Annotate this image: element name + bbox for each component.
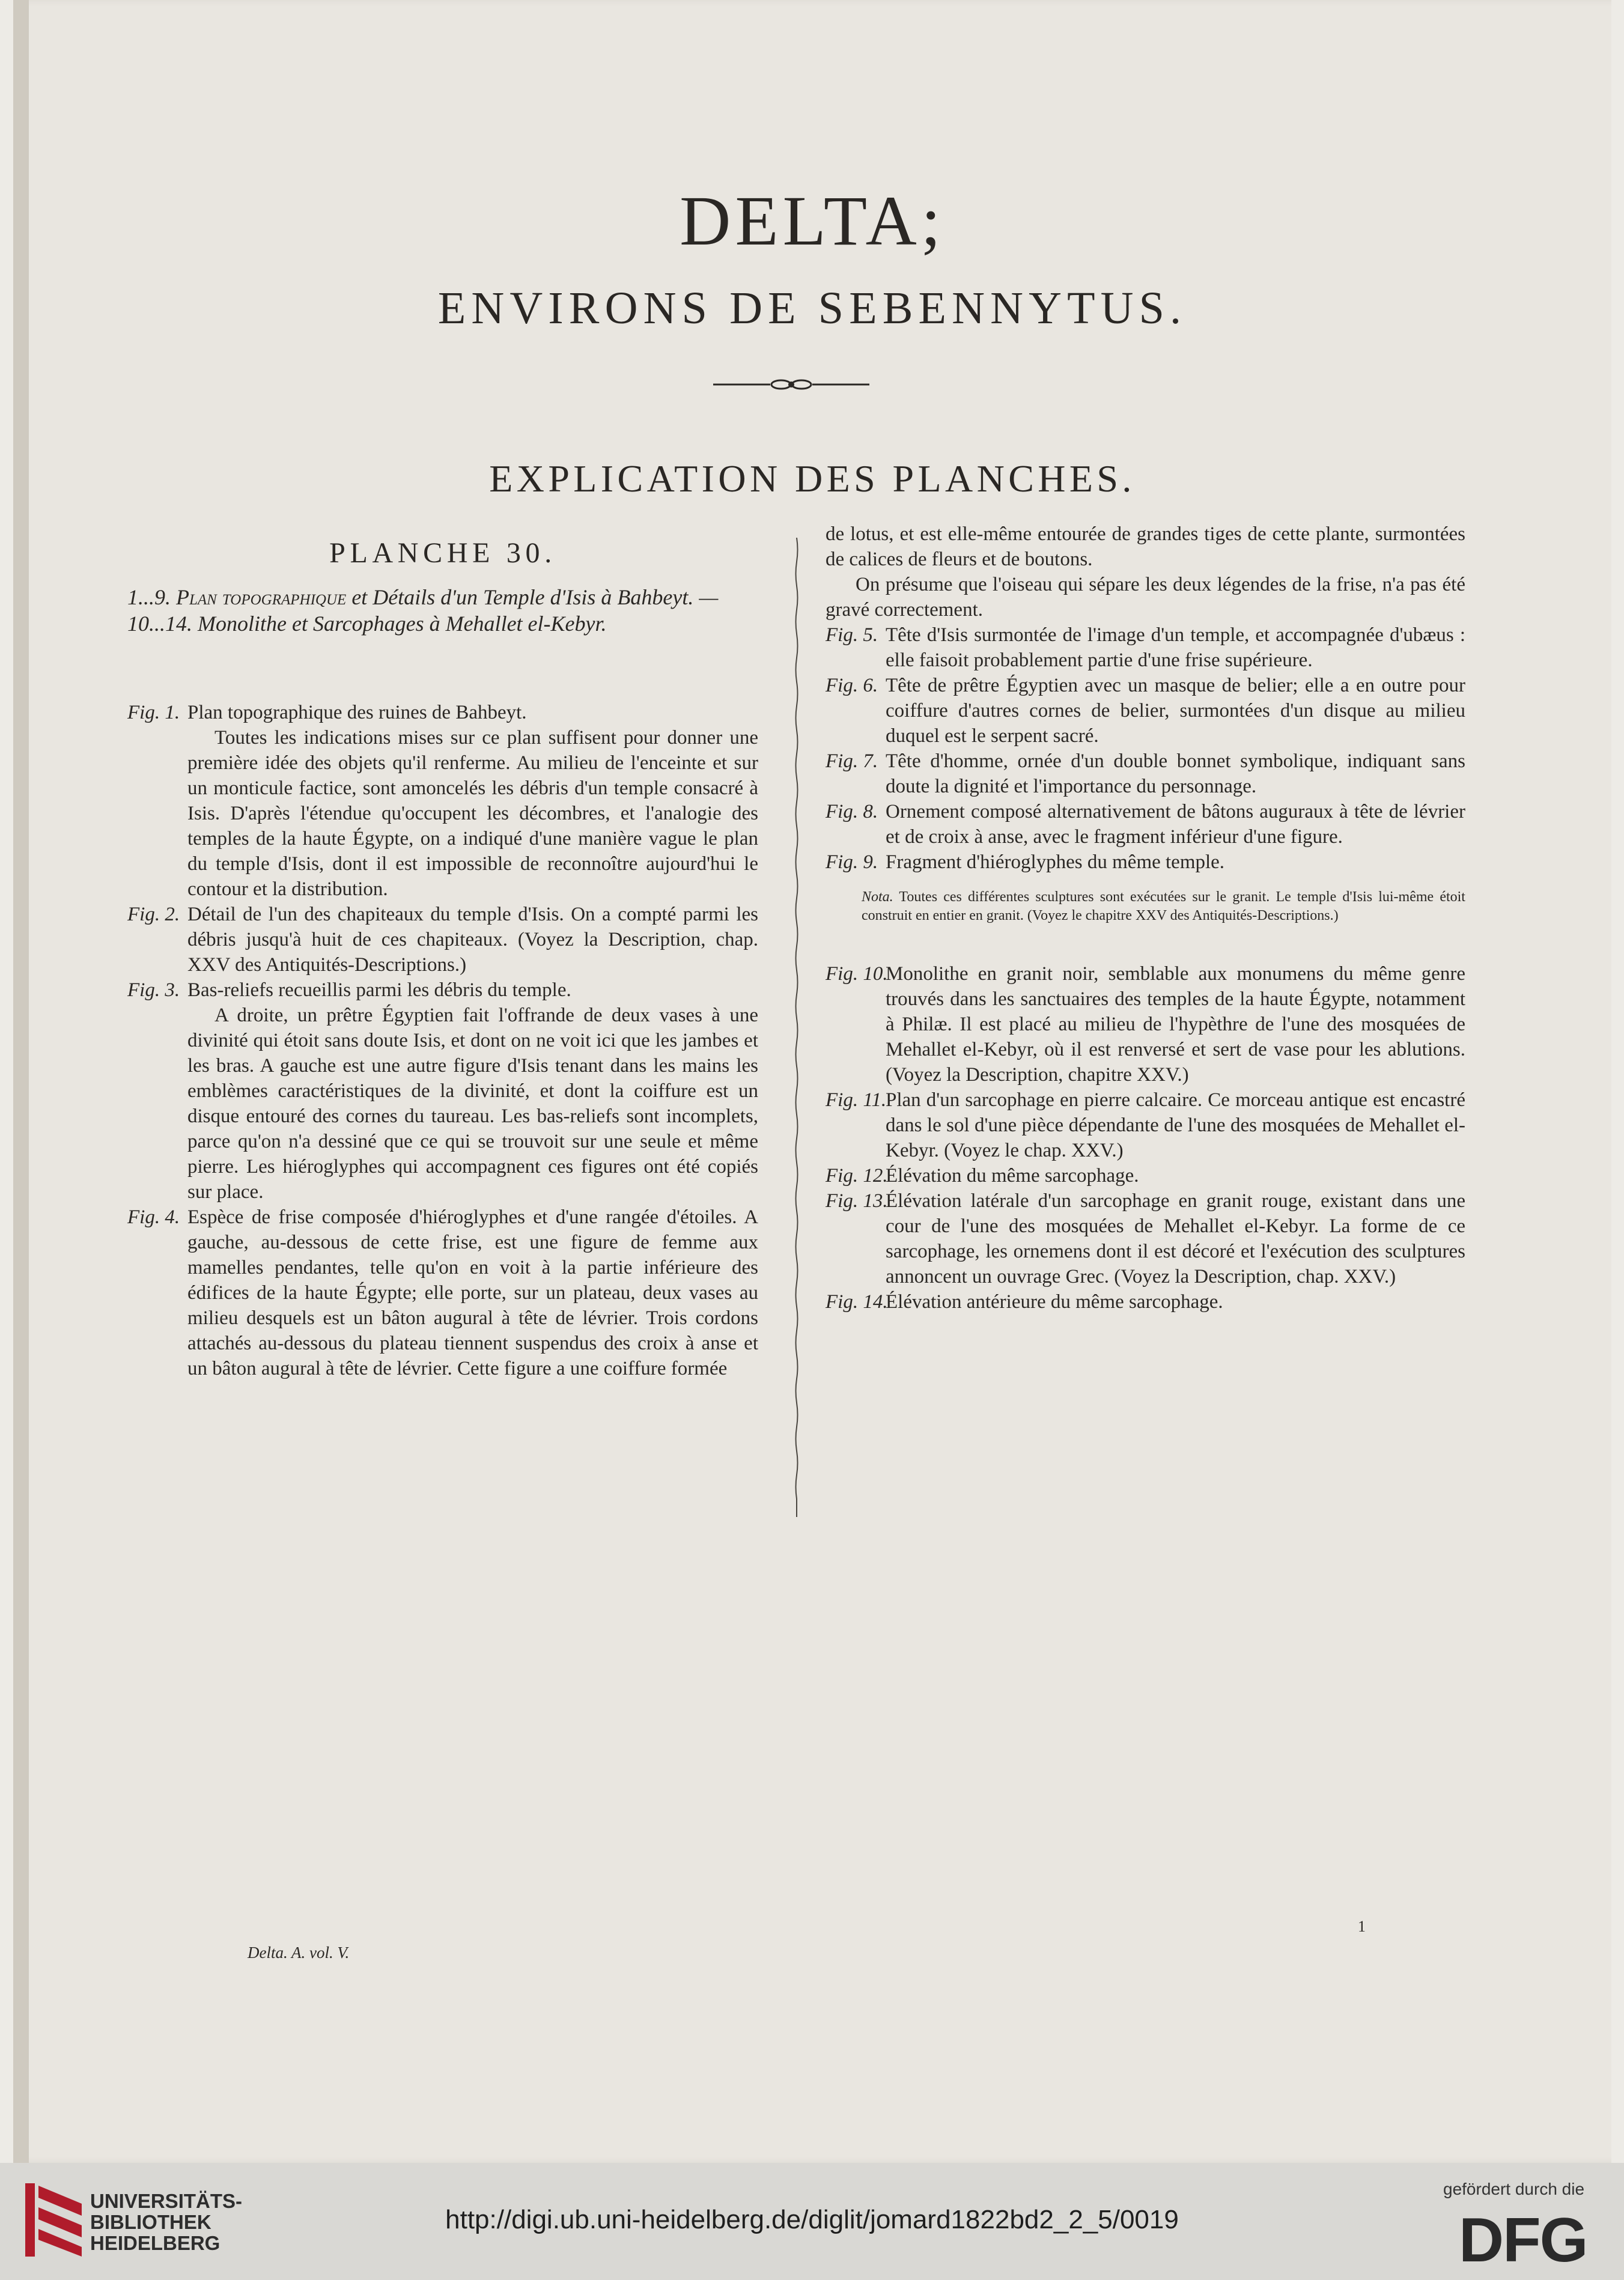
figure-label: Fig. 7. <box>826 750 878 772</box>
figure-2 <box>127 902 758 977</box>
library-line: UNIVERSITÄTS- <box>90 2190 243 2212</box>
figure-text: Monolithe en granit noir, semblable aux monumens du même genre trouvés dans les sanctuaires des temples de la haute Égypte, notamment à Philæ. Il est placé au milieu de l'hypèthre de l'une des mosquées de Mehallet el-Kebyr, où il est renversé et sert de vase pour les ablutions. (Voyez la Description, chapitre XXV.) <box>886 963 1465 1086</box>
figure-title: Plan topographique des ruines de Bahbeyt. <box>187 702 527 723</box>
figure-text: Tête d'Isis surmontée de l'image d'un temple, et accompagnée d'ubæus : elle faisoit probablement partie d'une frise supérieure. <box>886 624 1465 671</box>
column-divider <box>794 538 799 1517</box>
figure-text: Tête d'homme, ornée d'un double bonnet symbolique, indiquant sans doute la dignité et l'importance du personnage. <box>886 750 1465 797</box>
figure-label: Fig. 5. <box>826 624 878 646</box>
figure-5 <box>826 622 1465 673</box>
figure-12 <box>826 1163 1465 1188</box>
nota-text: Toutes ces différentes sculptures sont exécutées sur le granit. Le temple d'Isis lui-même étoit construit en entier en granit. (Voyez le chapitre XXV des Antiquités-Descriptions.) <box>862 889 1465 923</box>
plate-summary <box>127 584 758 637</box>
figure-text: Fragment d'hiéroglyphes du même temple. <box>886 851 1225 873</box>
figure-3 <box>127 977 758 1205</box>
figure-10 <box>826 961 1465 1087</box>
figure-label: Fig. 8. <box>826 801 878 822</box>
figure-14 <box>826 1289 1465 1315</box>
library-line: BIBLIOTHEK <box>90 2211 211 2233</box>
funder-caption: gefördert durch die <box>1443 2180 1585 2198</box>
figure-text: Espèce de frise composée d'hiéroglyphes et d'une rangée d'étoiles. A gauche, au-dessous de cette frise, est une figure de femme aux mamelles pendantes, telle qu'on en voit à la partie inférieure des édifices de la haute Égypte; elle porte, sur un plateau, deux vases au milieu desquels est un bâton augural à tête de lévrier. Trois cordons attachés au-dessous du plateau tiennent suspendus des croix à anse et un bâton augural à tête de lévrier. Cette figure a une coiffure formée <box>187 1206 758 1379</box>
figure-label: Fig. 2. <box>127 904 180 925</box>
source-url[interactable]: http://digi.ub.uni-heidelberg.de/diglit/jomard1822bd2_2_5/0019 <box>445 2205 1179 2234</box>
figure-label: Fig. 4. <box>127 1206 180 1228</box>
scanned-page <box>13 0 1611 2163</box>
dfg-logo: DFG <box>1459 2206 1587 2275</box>
left-column <box>127 537 758 1381</box>
figure-text: Ornement composé alternativement de bâtons auguraux à tête de lévrier et de croix à anse, avec le fragment inférieur d'une figure. <box>886 801 1465 848</box>
nota-block <box>862 888 1465 925</box>
subtitle: ENVIRONS DE SEBENNYTUS. <box>437 283 1187 333</box>
page-number: 1 <box>1358 1918 1366 1935</box>
figure-text: Élévation du même sarcophage. <box>886 1165 1139 1187</box>
plate-heading: PLANCHE 30. <box>329 537 556 569</box>
figure-4-continued: de lotus, et est elle-même entourée de grandes tiges de cette plante, surmontées de calices de fleurs et de boutons. <box>826 523 1465 570</box>
figure-11 <box>826 1087 1465 1163</box>
summary-rest: et Détails d'un Temple d'Isis à Bahbeyt. — 10...14. Monolithe et Sarcophages à Mehallet el-Kebyr. <box>127 585 719 636</box>
figure-1 <box>127 700 758 902</box>
figure-8 <box>826 799 1465 850</box>
figure-title: Bas-reliefs recueillis parmi les débris du temple. <box>187 979 571 1001</box>
figure-text: Tête de prêtre Égyptien avec un masque de belier; elle a en outre pour coiffure d'autres cornes de belier, surmontées d'un disque au milieu duquel est le serpent sacré. <box>886 675 1465 747</box>
ornament-divider <box>713 375 869 394</box>
figure-label: Fig. 10. <box>826 963 888 985</box>
digitization-banner <box>0 2163 1624 2280</box>
figure-label: Fig. 3. <box>127 979 180 1001</box>
figure-label: Fig. 13. <box>826 1190 888 1212</box>
figure-label: Fig. 9. <box>826 851 878 873</box>
figure-text: Détail de l'un des chapiteaux du temple d'Isis. On a compté parmi les débris jusqu'à huit de ces chapiteaux. (Voyez la Description, chap. XXV des Antiquités-Descriptions.) <box>187 904 758 976</box>
figure-text: Élévation antérieure du même sarcophage. <box>886 1291 1223 1313</box>
figure-text: A droite, un prêtre Égyptien fait l'offrande de deux vases à une divinité qui étoit sans doute Isis, et dont on ne voit ici que les jambes et les bras. A gauche est une autre figure d'Isis tenant dans les mains les emblèmes caractéristiques de la divinité, et dont la coiffure est un disque entouré des cornes du taureau. Les bas-reliefs sont incomplets, parce qu'on n'a dessiné que ce qui se trouvoit sur une seule et même pierre. Les hiéroglyphes qui accompagnent ces figures ont été copiés sur place. <box>187 1005 758 1203</box>
summary-smallcaps: Plan topographique <box>176 585 347 609</box>
figure-7 <box>826 749 1465 799</box>
figure-13 <box>826 1188 1465 1289</box>
figure-label: Fig. 6. <box>826 675 878 696</box>
library-line: HEIDELBERG <box>90 2232 220 2254</box>
figure-label: Fig. 14. <box>826 1291 888 1313</box>
figure-label: Fig. 11. <box>826 1089 887 1111</box>
figure-text: Plan d'un sarcophage en pierre calcaire. Ce morceau antique est encastré dans le sol d'une pièce dépendante de l'une des mosquées de Mehallet el-Kebyr. (Voyez le chap. XXV.) <box>886 1089 1465 1161</box>
figure-label: Fig. 1. <box>127 702 180 723</box>
nota-label: Nota. <box>862 889 893 905</box>
figure-4 <box>127 1205 758 1381</box>
figure-4-note: On présume que l'oiseau qui sépare les deux légendes de la frise, n'a pas été gravé correctement. <box>826 574 1465 621</box>
main-title: DELTA; <box>680 181 945 260</box>
figure-9 <box>826 850 1465 875</box>
section-title: EXPLICATION DES PLANCHES. <box>489 457 1136 500</box>
figure-text: Élévation latérale d'un sarcophage en granit rouge, existant dans une cour de l'une des mosquées de Mehallet el-Kebyr. La forme de ce sarcophage, les ornemens dont il est décoré et l'exécution des sculptures annoncent un ouvrage Grec. (Voyez la Description, chap. XXV.) <box>886 1190 1465 1287</box>
figure-label: Fig. 12. <box>826 1165 888 1187</box>
figure-text: Toutes les indications mises sur ce plan suffisent pour donner une première idée des objets qu'il renferme. Au milieu de l'enceinte et sur un monticule factice, sont amoncelés les débris d'un temple consacré à Isis. D'après l'étendue qu'occupent les décombres, et l'analogie des temples de la haute Égypte, on a indiqué d'une manière vague le plan du temple d'Isis, dont il est impossible de reconnoître aujourd'hui le contour et la distribution. <box>187 727 758 900</box>
right-column <box>826 521 1465 1315</box>
volume-signature: Delta. A. vol. V. <box>248 1944 350 1962</box>
summary-range: 1...9. <box>127 585 176 609</box>
figure-6 <box>826 673 1465 749</box>
